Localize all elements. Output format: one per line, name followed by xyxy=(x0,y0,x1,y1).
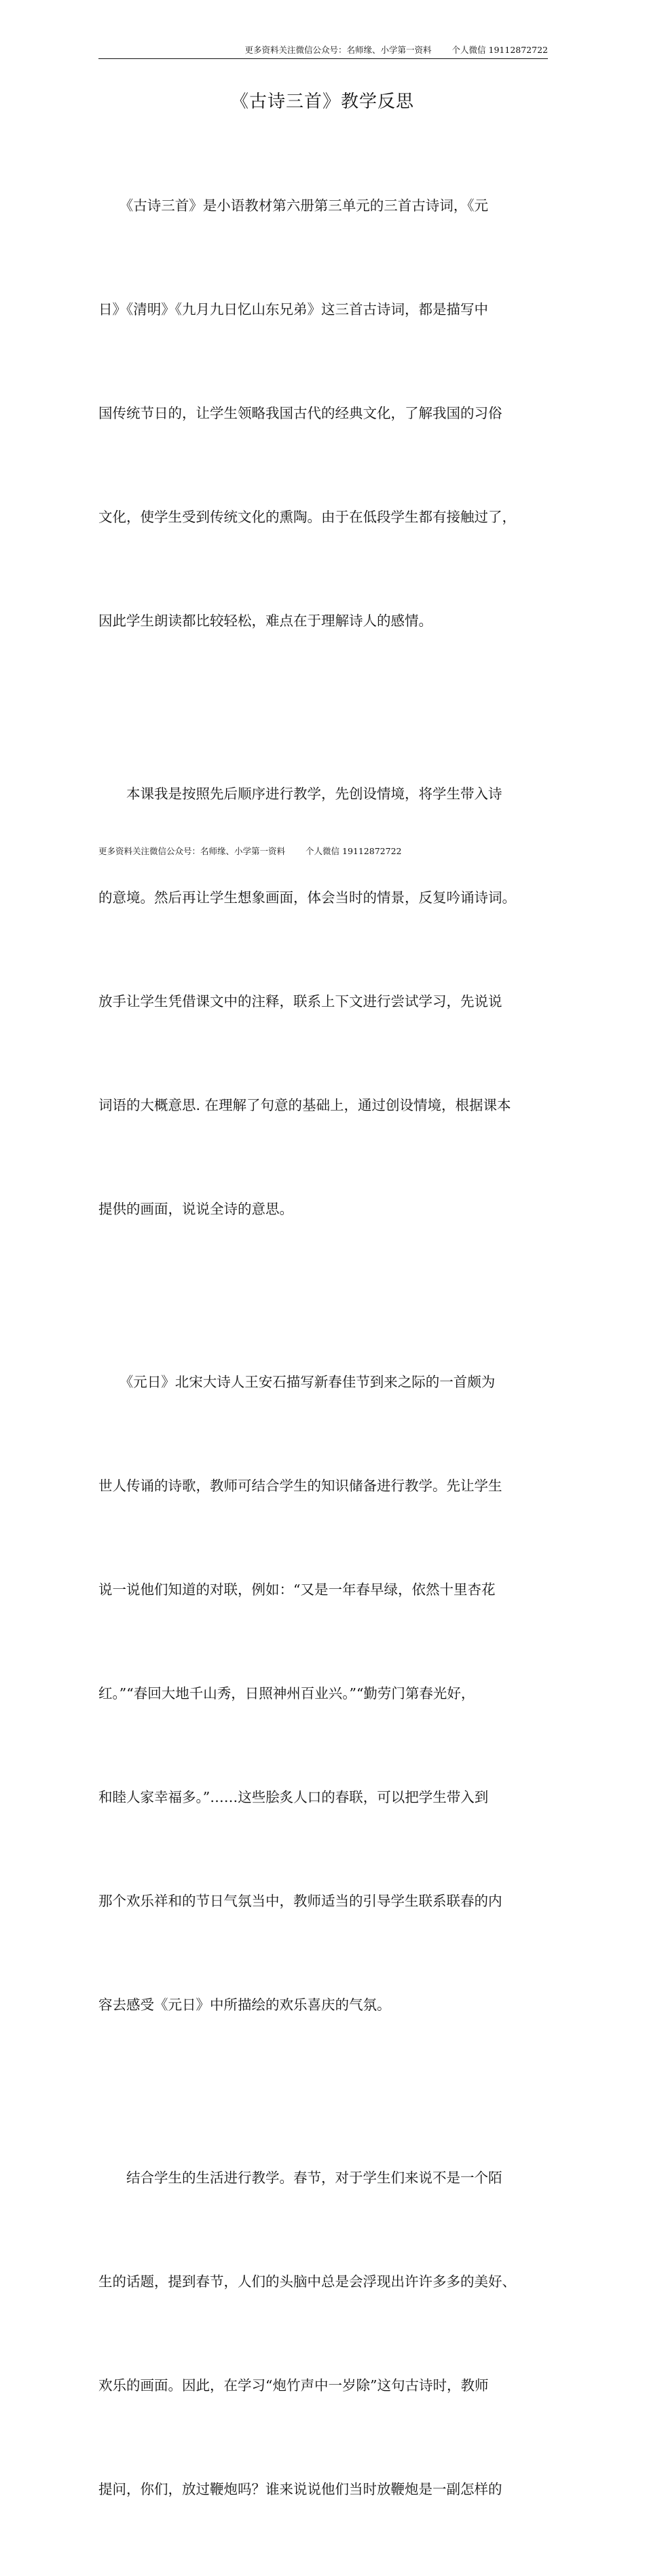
text-line: 词语的大概意思. 在理解了句意的基础上，通过创设情境，根据课本 xyxy=(98,1097,511,1113)
text-line: 红。”“春回大地千山秀，日照神州百业兴。”“勤劳门第春光好， xyxy=(98,1685,475,1702)
text-line: 《元日》北宋大诗人王安石描写新春佳节到来之际的一首颇为 xyxy=(98,1374,496,1390)
text-line: 的意境。然后再让学生想象画面，体会当时的情景，反复吟诵诗词。 xyxy=(98,889,516,906)
footer-account-text: 更多资料关注微信公众号：名师缘、小学第一资料 xyxy=(98,846,286,856)
header-contact-text: 个人微信 19112872722 xyxy=(452,45,548,55)
text-line: 提问，你们，放过鞭炮吗？谁来说说他们当时放鞭炮是一副怎样的 xyxy=(98,2481,502,2497)
text-line: 生的话题，提到春节，人们的头脑中总是会浮现出许许多多的美好、 xyxy=(98,2273,516,2290)
text-line: 国传统节日的，让学生领略我国古代的经典文化，了解我国的习俗 xyxy=(98,405,502,421)
text-line: 本课我是按照先后顺序进行教学，先创设情境，将学生带入诗 xyxy=(98,786,502,802)
text-line: 世人传诵的诗歌，教师可结合学生的知识储备进行教学。先让学生 xyxy=(98,1478,502,1494)
text-line: 因此学生朗读都比较轻松，难点在于理解诗人的感情。 xyxy=(98,613,432,629)
paragraph xyxy=(98,708,553,1296)
paragraph xyxy=(98,1296,553,2092)
text-line: 《古诗三首》是小语教材第六册第三单元的三首古诗词，《元 xyxy=(98,197,488,214)
text-line: 提供的画面，说说全诗的意思。 xyxy=(98,1201,293,1217)
page-header xyxy=(98,42,548,59)
page-footer xyxy=(98,845,401,858)
text-line: 文化，使学生受到传统文化的熏陶。由于在低段学生都有接触过了， xyxy=(98,509,516,525)
text-line: 放手让学生凭借课文中的注释，联系上下文进行尝试学习，先说说 xyxy=(98,993,502,1010)
header-account-text: 更多资料关注微信公众号：名师缘、小学第一资料 xyxy=(244,45,432,55)
document-body xyxy=(98,119,553,2576)
text-line: 和睦人家幸福多。”……这些脍炙人口的春联，可以把学生带入到 xyxy=(98,1789,489,1805)
paragraph xyxy=(98,119,553,708)
text-line: 结合学生的生活进行教学。春节，对于学生们来说不是一个陌 xyxy=(98,2170,502,2186)
text-line: 欢乐的画面。因此，在学习“炮竹声中一岁除”这句古诗时，教师 xyxy=(98,2377,489,2394)
paragraph xyxy=(98,2092,553,2576)
text-line: 容去感受《元日》中所描绘的欢乐喜庆的气氛。 xyxy=(98,1997,391,2013)
text-line: 日》《清明》《九月九日忆山东兄弟》这三首古诗词，都是描写中 xyxy=(98,301,488,318)
text-line: 那个欢乐祥和的节日气氛当中，教师适当的引导学生联系联春的内 xyxy=(98,1893,502,1909)
footer-contact-text: 个人微信 19112872722 xyxy=(306,846,402,856)
document-title: 《古诗三首》教学反思 xyxy=(230,92,414,112)
text-line: 说一说他们知道的对联，例如：“又是一年春早绿，依然十里杏花 xyxy=(98,1581,496,1598)
